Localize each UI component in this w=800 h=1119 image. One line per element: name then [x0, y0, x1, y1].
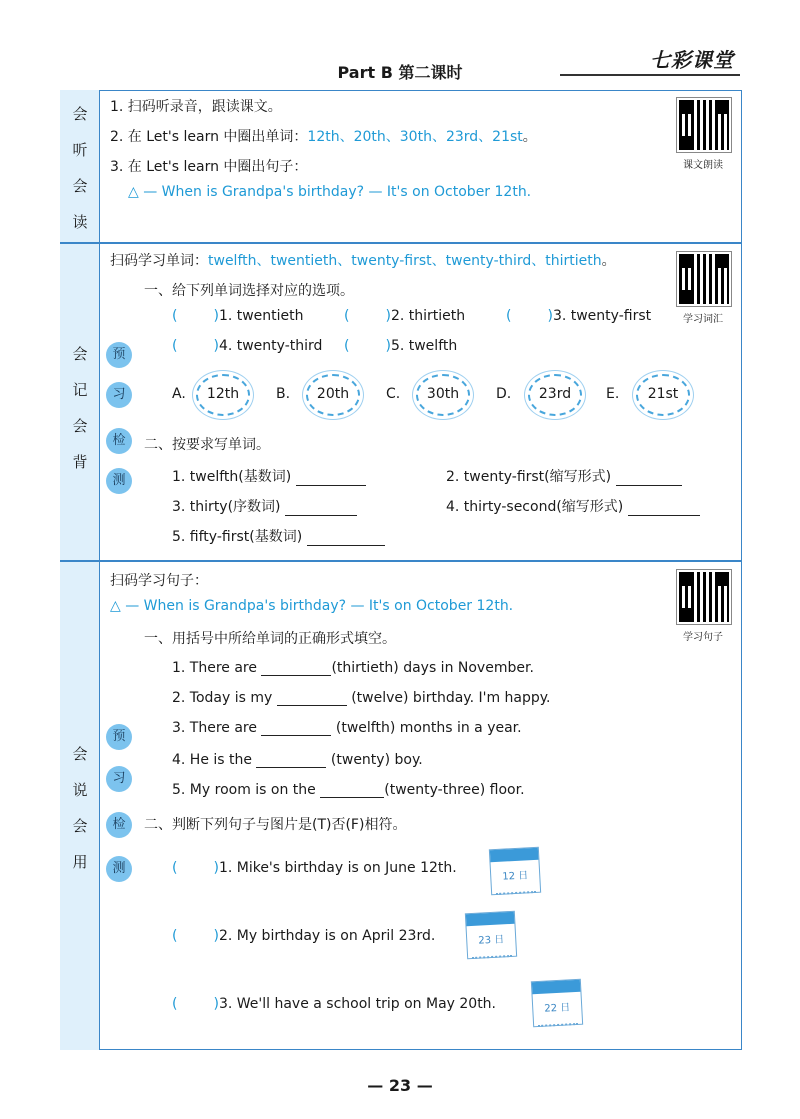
memorize-intro	[110, 250, 616, 270]
section-label-char: 会	[72, 745, 88, 763]
match-item: ( )3. twenty-first	[506, 308, 652, 324]
listen-item-3: 3. 在 Let's learn 中圈出句子：	[110, 159, 308, 175]
judge-item: ( )2. My birthday is on April 23rd.	[172, 928, 436, 944]
header-rule	[560, 74, 740, 76]
qr-caption: 课文朗读	[683, 160, 723, 171]
listen-item-2-suffix: 。	[522, 129, 537, 145]
flower-option: 12th	[196, 374, 250, 416]
option-letter: E.	[606, 386, 620, 402]
section-label-char: 读	[72, 213, 88, 231]
section-label-char: 用	[72, 853, 88, 871]
section-label-char: 记	[72, 381, 88, 399]
option-letter: B.	[276, 386, 291, 402]
memorize-intro-words: twelfth、twentieth、twenty-first、twenty-third、thirtieth	[208, 253, 602, 269]
flower-option: 30th	[416, 374, 470, 416]
listen-item-2-words: 12th、20th、30th、23rd、21st	[307, 129, 523, 145]
listen-sentence: △ — When is Grandpa's birthday? — It's on October 12th.	[128, 184, 532, 200]
badge-test: 测	[106, 468, 132, 494]
answer-blank[interactable]	[285, 501, 357, 516]
section-label-char: 背	[72, 453, 88, 471]
section-label-char: 听	[72, 141, 88, 159]
speak-part2-title: 二、判断下列句子与图片是(T)否(F)相符。	[144, 817, 407, 833]
badge-practice: 习	[106, 766, 132, 792]
badge-check: 检	[106, 812, 132, 838]
answer-blank[interactable]	[307, 531, 385, 546]
write-item: 5. fifty-first(基数词)	[172, 526, 385, 546]
fill-item: 5. My room is on the (twenty-three) floor.	[172, 782, 525, 798]
match-item: ( )1. twentieth	[172, 308, 304, 324]
flower-option: 20th	[306, 374, 360, 416]
memorize-part1-title: 一、给下列单词选择对应的选项。	[144, 283, 354, 299]
answer-blank[interactable]	[616, 471, 682, 486]
badge-check: 检	[106, 428, 132, 454]
section-label-char: 会	[72, 177, 88, 195]
answer-blank[interactable]	[261, 661, 331, 676]
answer-blank[interactable]	[277, 691, 347, 706]
section-label-char: 会	[72, 345, 88, 363]
answer-blank[interactable]	[296, 471, 366, 486]
speak-intro: 扫码学习句子：	[110, 573, 208, 589]
judge-item: ( )1. Mike's birthday is on June 12th.	[172, 860, 457, 876]
write-item: 2. twenty-first(缩写形式)	[446, 466, 682, 486]
listen-item-2	[110, 126, 537, 146]
qr-code-icon[interactable]	[677, 570, 731, 624]
page-number: — 23 —	[367, 1076, 433, 1095]
answer-blank[interactable]	[628, 501, 700, 516]
answer-blank[interactable]	[320, 783, 384, 798]
judge-item: ( )3. We'll have a school trip on May 20th.	[172, 996, 497, 1012]
qr-caption: 学习句子	[683, 632, 723, 643]
flower-option: 23rd	[528, 374, 582, 416]
match-item: ( )4. twenty-third	[172, 338, 323, 354]
calendar-icon: 23 日	[465, 911, 517, 960]
qr-code-icon[interactable]	[677, 98, 731, 152]
badge-test: 测	[106, 856, 132, 882]
section-divider-2	[60, 560, 742, 562]
match-item: ( )2. thirtieth	[344, 308, 466, 324]
speak-part1-title: 一、用括号中所给单词的正确形式填空。	[144, 631, 396, 647]
calendar-icon: 12 日	[489, 847, 541, 896]
write-item: 4. thirty-second(缩写形式)	[446, 496, 700, 516]
answer-blank[interactable]	[261, 721, 331, 736]
write-item: 1. twelfth(基数词)	[172, 466, 366, 486]
badge-preview: 预	[106, 342, 132, 368]
speak-sentence: △ — When is Grandpa's birthday? — It's on October 12th.	[110, 598, 514, 614]
memorize-part2-title: 二、按要求写单词。	[144, 437, 270, 453]
section-label-char: 会	[72, 105, 88, 123]
section-divider-1	[60, 242, 742, 244]
memorize-intro-prefix: 扫码学习单词：	[110, 253, 208, 269]
page-title: Part B 第二课时	[337, 63, 463, 82]
fill-item: 3. There are (twelfth) months in a year.	[172, 720, 522, 736]
write-item: 3. thirty(序数词)	[172, 496, 357, 516]
fill-item: 2. Today is my (twelve) birthday. I'm happy.	[172, 690, 551, 706]
listen-item-2-prefix: 2. 在 Let's learn 中圈出单词：	[110, 129, 308, 145]
listen-item-1: 1. 扫码听录音，跟读课文。	[110, 99, 282, 115]
section-label-char: 说	[72, 781, 88, 799]
answer-blank[interactable]	[256, 753, 326, 768]
section-label-char: 会	[72, 817, 88, 835]
qr-caption: 学习词汇	[683, 314, 723, 325]
qr-code-icon[interactable]	[677, 252, 731, 306]
option-letter: D.	[496, 386, 512, 402]
fill-item: 1. There are (thirtieth) days in November.	[172, 660, 534, 676]
calendar-icon: 22 日	[531, 979, 583, 1028]
brand-logo: 七彩课堂	[650, 48, 734, 72]
option-letter: A.	[172, 386, 186, 402]
flower-option: 21st	[636, 374, 690, 416]
section-label-char: 会	[72, 417, 88, 435]
fill-item: 4. He is the (twenty) boy.	[172, 752, 423, 768]
badge-preview: 预	[106, 724, 132, 750]
memorize-intro-suffix: 。	[601, 253, 616, 269]
option-letter: C.	[386, 386, 401, 402]
badge-practice: 习	[106, 382, 132, 408]
match-item: ( )5. twelfth	[344, 338, 458, 354]
